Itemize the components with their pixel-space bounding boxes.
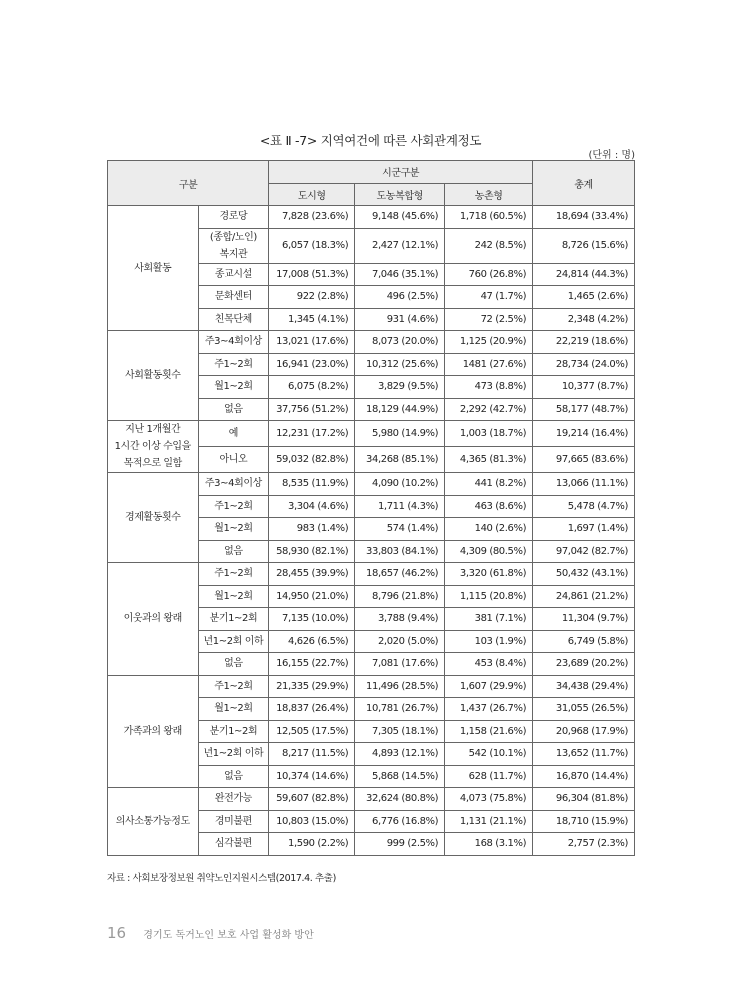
table-row — [108, 331, 635, 354]
value-total: 58,177 (48.7%) — [533, 398, 635, 421]
value-rural: 463 (8.6%) — [445, 495, 533, 518]
item-label: 년1~2회 이하 — [198, 630, 269, 653]
value-urban: 10,803 (15.0%) — [269, 810, 355, 833]
value-rural: 1,125 (20.9%) — [445, 331, 533, 354]
value-total: 10,377 (8.7%) — [533, 376, 635, 399]
value-urban: 983 (1.4%) — [269, 518, 355, 541]
item-label: 주1~2회 — [198, 675, 269, 698]
item-label: 없음 — [198, 653, 269, 676]
value-mixed: 5,868 (14.5%) — [355, 765, 445, 788]
item-label: 월1~2회 — [198, 376, 269, 399]
group-label: 가족과의 왕래 — [108, 675, 199, 788]
value-mixed: 4,893 (12.1%) — [355, 743, 445, 766]
item-label: 분기1~2회 — [198, 720, 269, 743]
value-mixed: 11,496 (28.5%) — [355, 675, 445, 698]
value-rural: 453 (8.4%) — [445, 653, 533, 676]
value-rural: 1,718 (60.5%) — [445, 206, 533, 229]
value-mixed: 33,803 (84.1%) — [355, 540, 445, 563]
item-label: (종합/노인) 복지관 — [198, 228, 269, 263]
value-urban: 7,135 (10.0%) — [269, 608, 355, 631]
value-total: 18,694 (33.4%) — [533, 206, 635, 229]
value-mixed: 32,624 (80.8%) — [355, 788, 445, 811]
value-urban: 21,335 (29.9%) — [269, 675, 355, 698]
value-rural: 760 (26.8%) — [445, 263, 533, 286]
value-urban: 1,590 (2.2%) — [269, 833, 355, 856]
value-mixed: 18,657 (46.2%) — [355, 563, 445, 586]
value-mixed: 6,776 (16.8%) — [355, 810, 445, 833]
group-label: 이웃과의 왕래 — [108, 563, 199, 676]
item-label: 주3~4회이상 — [198, 331, 269, 354]
value-total: 19,214 (16.4%) — [533, 421, 635, 447]
value-urban: 18,837 (26.4%) — [269, 698, 355, 721]
unit-label: (단위 : 명) — [588, 150, 635, 161]
value-rural: 381 (7.1%) — [445, 608, 533, 631]
value-mixed: 2,020 (5.0%) — [355, 630, 445, 653]
value-total: 2,757 (2.3%) — [533, 833, 635, 856]
value-rural: 103 (1.9%) — [445, 630, 533, 653]
item-label: 없음 — [198, 398, 269, 421]
value-mixed: 1,711 (4.3%) — [355, 495, 445, 518]
value-total: 34,438 (29.4%) — [533, 675, 635, 698]
data-table — [107, 160, 635, 856]
item-label: 문화센터 — [198, 286, 269, 309]
value-rural: 1,607 (29.9%) — [445, 675, 533, 698]
item-label: 주1~2회 — [198, 495, 269, 518]
value-mixed: 3,788 (9.4%) — [355, 608, 445, 631]
value-total: 20,968 (17.9%) — [533, 720, 635, 743]
item-label: 심각불편 — [198, 833, 269, 856]
value-urban: 4,626 (6.5%) — [269, 630, 355, 653]
value-rural: 1,131 (21.1%) — [445, 810, 533, 833]
page-number: 16 — [107, 924, 127, 942]
value-urban: 922 (2.8%) — [269, 286, 355, 309]
value-total: 2,348 (4.2%) — [533, 308, 635, 331]
value-urban: 59,607 (82.8%) — [269, 788, 355, 811]
value-rural: 72 (2.5%) — [445, 308, 533, 331]
value-rural: 1,003 (18.7%) — [445, 421, 533, 447]
header-col-mixed: 도농복합형 — [355, 183, 445, 206]
item-label: 분기1~2회 — [198, 608, 269, 631]
item-label: 친목단체 — [198, 308, 269, 331]
value-total: 8,726 (15.6%) — [533, 228, 635, 263]
header-col-urban: 도시형 — [269, 183, 355, 206]
table-row — [108, 206, 635, 229]
value-mixed: 999 (2.5%) — [355, 833, 445, 856]
value-mixed: 7,046 (35.1%) — [355, 263, 445, 286]
item-label: 주1~2회 — [198, 353, 269, 376]
value-mixed: 8,073 (20.0%) — [355, 331, 445, 354]
value-total: 5,478 (4.7%) — [533, 495, 635, 518]
value-mixed: 10,312 (25.6%) — [355, 353, 445, 376]
item-label: 월1~2회 — [198, 698, 269, 721]
value-rural: 1,437 (26.7%) — [445, 698, 533, 721]
value-urban: 6,075 (8.2%) — [269, 376, 355, 399]
value-mixed: 574 (1.4%) — [355, 518, 445, 541]
header-region-group: 시군구분 — [269, 161, 533, 184]
book-title: 경기도 독거노인 보호 사업 활성화 방안 — [143, 930, 314, 941]
table-row — [108, 473, 635, 496]
group-label: 사회활동 — [108, 206, 199, 331]
value-rural: 1,115 (20.8%) — [445, 585, 533, 608]
value-rural: 2,292 (42.7%) — [445, 398, 533, 421]
group-label: 사회활동횟수 — [108, 331, 199, 421]
value-mixed: 7,081 (17.6%) — [355, 653, 445, 676]
table-title: <표 Ⅱ -7> 지역여건에 따른 사회관계정도 — [259, 133, 482, 148]
item-label: 주1~2회 — [198, 563, 269, 586]
value-mixed: 8,796 (21.8%) — [355, 585, 445, 608]
value-urban: 16,155 (22.7%) — [269, 653, 355, 676]
value-urban: 13,021 (17.6%) — [269, 331, 355, 354]
value-urban: 14,950 (21.0%) — [269, 585, 355, 608]
value-total: 13,066 (11.1%) — [533, 473, 635, 496]
table-row — [108, 421, 635, 447]
value-urban: 28,455 (39.9%) — [269, 563, 355, 586]
value-urban: 7,828 (23.6%) — [269, 206, 355, 229]
value-rural: 1,158 (21.6%) — [445, 720, 533, 743]
item-label: 주3~4회이상 — [198, 473, 269, 496]
value-rural: 4,309 (80.5%) — [445, 540, 533, 563]
value-mixed: 931 (4.6%) — [355, 308, 445, 331]
value-total: 1,465 (2.6%) — [533, 286, 635, 309]
item-label: 경미불편 — [198, 810, 269, 833]
value-urban: 12,231 (17.2%) — [269, 421, 355, 447]
value-mixed: 496 (2.5%) — [355, 286, 445, 309]
value-total: 24,814 (44.3%) — [533, 263, 635, 286]
value-rural: 628 (11.7%) — [445, 765, 533, 788]
group-label: 경제활동횟수 — [108, 473, 199, 563]
value-urban: 16,941 (23.0%) — [269, 353, 355, 376]
item-label: 완전가능 — [198, 788, 269, 811]
value-total: 22,219 (18.6%) — [533, 331, 635, 354]
value-total: 31,055 (26.5%) — [533, 698, 635, 721]
item-label: 예 — [198, 421, 269, 447]
value-urban: 1,345 (4.1%) — [269, 308, 355, 331]
item-label: 종교시설 — [198, 263, 269, 286]
value-total: 18,710 (15.9%) — [533, 810, 635, 833]
value-rural: 1481 (27.6%) — [445, 353, 533, 376]
value-rural: 441 (8.2%) — [445, 473, 533, 496]
value-rural: 47 (1.7%) — [445, 286, 533, 309]
item-label: 월1~2회 — [198, 518, 269, 541]
value-rural: 168 (3.1%) — [445, 833, 533, 856]
value-rural: 140 (2.6%) — [445, 518, 533, 541]
value-mixed: 34,268 (85.1%) — [355, 447, 445, 473]
value-mixed: 9,148 (45.6%) — [355, 206, 445, 229]
value-total: 23,689 (20.2%) — [533, 653, 635, 676]
header-total: 총계 — [533, 161, 635, 206]
source-note: 자료 : 사회보장정보원 취약노인지원시스템(2017.4. 추출) — [107, 873, 336, 884]
value-urban: 58,930 (82.1%) — [269, 540, 355, 563]
group-label: 의사소통가능정도 — [108, 788, 199, 856]
value-mixed: 18,129 (44.9%) — [355, 398, 445, 421]
group-label: 지난 1개월간 1시간 이상 수입을 목적으로 일함 — [108, 421, 199, 473]
value-mixed: 3,829 (9.5%) — [355, 376, 445, 399]
value-total: 28,734 (24.0%) — [533, 353, 635, 376]
value-urban: 12,505 (17.5%) — [269, 720, 355, 743]
table-row — [108, 675, 635, 698]
header-category: 구분 — [108, 161, 269, 206]
value-rural: 242 (8.5%) — [445, 228, 533, 263]
value-mixed: 4,090 (10.2%) — [355, 473, 445, 496]
value-total: 24,861 (21.2%) — [533, 585, 635, 608]
value-total: 1,697 (1.4%) — [533, 518, 635, 541]
item-label: 경로당 — [198, 206, 269, 229]
page-footer — [107, 924, 314, 942]
value-total: 97,665 (83.6%) — [533, 447, 635, 473]
table-row — [108, 563, 635, 586]
value-mixed: 5,980 (14.9%) — [355, 421, 445, 447]
item-label: 없음 — [198, 765, 269, 788]
table-row — [108, 788, 635, 811]
value-urban: 10,374 (14.6%) — [269, 765, 355, 788]
value-urban: 8,217 (11.5%) — [269, 743, 355, 766]
value-total: 11,304 (9.7%) — [533, 608, 635, 631]
value-mixed: 2,427 (12.1%) — [355, 228, 445, 263]
value-rural: 3,320 (61.8%) — [445, 563, 533, 586]
value-total: 97,042 (82.7%) — [533, 540, 635, 563]
value-urban: 8,535 (11.9%) — [269, 473, 355, 496]
value-urban: 6,057 (18.3%) — [269, 228, 355, 263]
value-total: 16,870 (14.4%) — [533, 765, 635, 788]
value-rural: 473 (8.8%) — [445, 376, 533, 399]
value-total: 96,304 (81.8%) — [533, 788, 635, 811]
value-rural: 542 (10.1%) — [445, 743, 533, 766]
value-total: 6,749 (5.8%) — [533, 630, 635, 653]
item-label: 월1~2회 — [198, 585, 269, 608]
value-urban: 37,756 (51.2%) — [269, 398, 355, 421]
value-total: 50,432 (43.1%) — [533, 563, 635, 586]
value-rural: 4,365 (81.3%) — [445, 447, 533, 473]
item-label: 년1~2회 이하 — [198, 743, 269, 766]
value-urban: 17,008 (51.3%) — [269, 263, 355, 286]
value-rural: 4,073 (75.8%) — [445, 788, 533, 811]
value-urban: 3,304 (4.6%) — [269, 495, 355, 518]
value-urban: 59,032 (82.8%) — [269, 447, 355, 473]
value-mixed: 10,781 (26.7%) — [355, 698, 445, 721]
header-col-rural: 농촌형 — [445, 183, 533, 206]
item-label: 아니오 — [198, 447, 269, 473]
value-mixed: 7,305 (18.1%) — [355, 720, 445, 743]
table-body — [108, 206, 635, 856]
value-total: 13,652 (11.7%) — [533, 743, 635, 766]
item-label: 없음 — [198, 540, 269, 563]
